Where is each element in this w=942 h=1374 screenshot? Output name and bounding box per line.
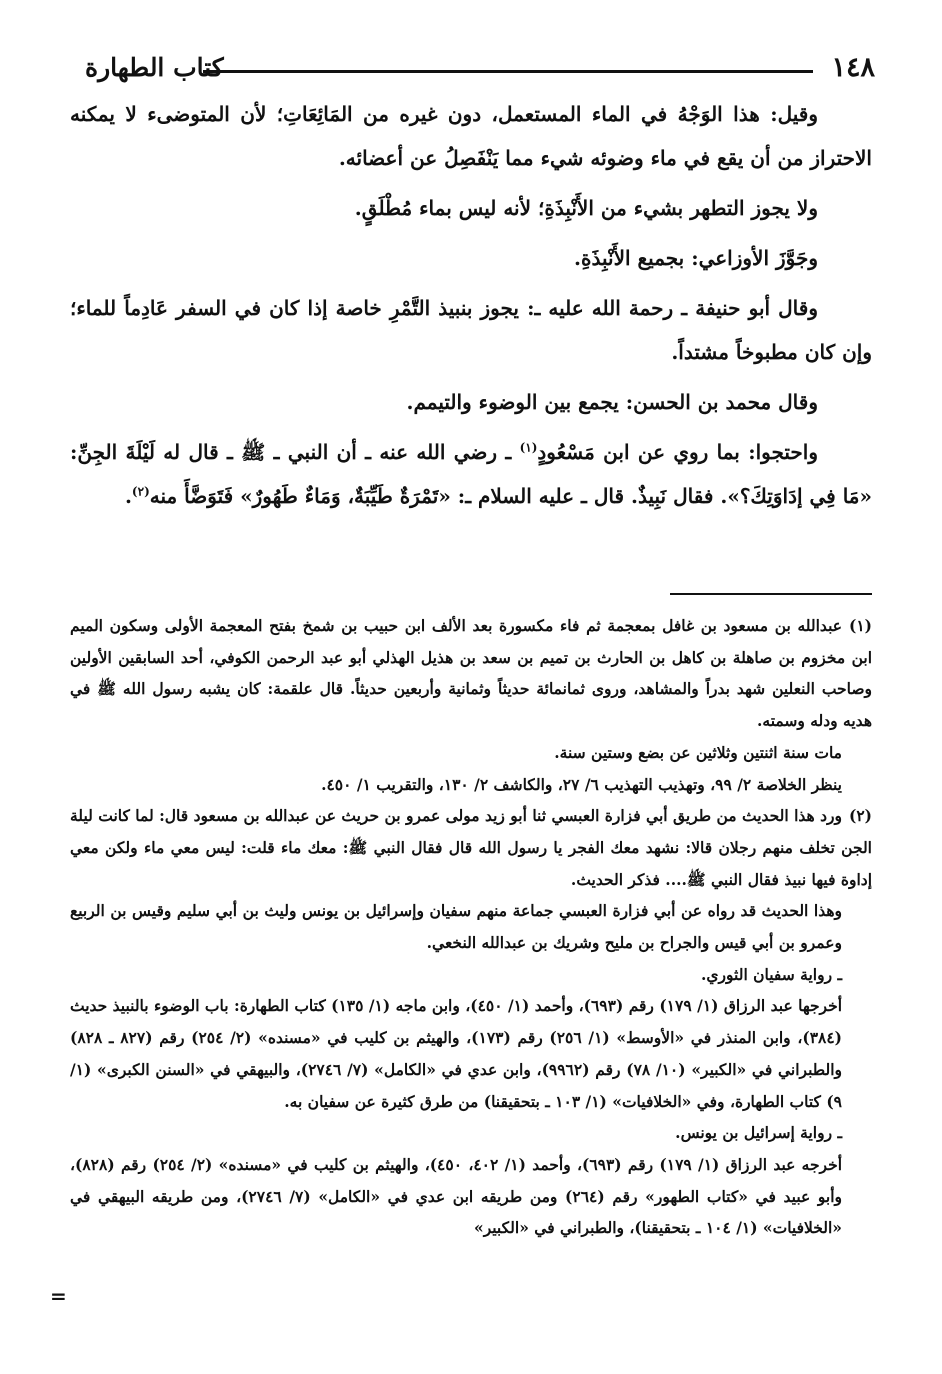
paragraph-awzai: وجَوَّزَ الأوزاعي: بجميع الأَنْبِذَةِ. [574,246,818,270]
paragraph-abu-hanifa: وقال أبو حنيفة ـ رحمة الله عليه ـ: يجوز بنبيذ التَّمْرِ خاصة إذا كان في السفر عَادِماً للماء؛ وإن كان مطبوخاً مشتداً. [70,296,872,364]
paragraph-nabidh-prohibition: ولا يجوز التطهر بشيء من الأَنْبِذَةِ؛ لأنه ليس بماء مُطْلَقٍ. [354,196,818,220]
footnote-separator [670,593,872,595]
footnote-1-text: عبدالله بن مسعود بن غافل بمعجمة ثم فاء مكسورة بعد الألف ابن حبيب بن شمخ بفتح المعجمة الأولى وسكون الميم ابن مخزوم بن صاهلة بن كاهل بن الحارث بن تميم بن سعد بن هذيل الهذلي أبو عبد الرحمن الكوفي، أحد السابقين الأولين وصاحب النعلين شهد بدراً والمشاهد، وروى ثمانمائة حديثاً وثمانية وأربعين حديثاً. قال علقمة: كان يشبه رسول الله ﷺ في هديه ودله وسمته. [70,616,872,731]
footnote-1 [70,610,872,737]
main-text [70,92,872,518]
header-rule [203,70,813,73]
footnote-2-thawri-heading: ـ رواية سفيان الثوري. [701,964,842,984]
evidence-text-end: . [124,484,132,508]
footnote-2-israil-heading: ـ رواية إسرائيل بن يونس. [675,1123,842,1143]
footnote-1-death: مات سنة اثنتين وثلاثين عن بضع وستين سنة. [554,742,842,762]
footnote-2-israil-sources: أخرجه عبد الرزاق (١/ ١٧٩) رقم (٦٩٣)، وأحمد (١/ ٤٠٢، ٤٥٠)، والهيثم بن كليب في «مسنده» (٢/ ٢٥٤) رقم (٨٢٨)، وأبو عبيد في «كتاب الطهور» رقم (٢٦٤) ومن طريقه ابن عدي في «الكامل» (٧/ ٢٧٤٦)، ومن طريقه البيهقي في «الخلافيات» (١/ ١٠٤ ـ بتحقيقنا)، والطبراني في «الكبير» [70,1154,842,1238]
running-title: كتاب الطهارة [85,53,224,82]
paragraph-used-water: وقيل: هذا الوَجْهُ في الماء المستعمل، دون غيره من المَائِعَاتِ؛ لأن المتوضىء لا يمكنه الاحتراز من أن يقع في ماء وضوئه شيء مما يَنْفَصِلُ عن أعضائه. [70,102,872,170]
page-header [85,50,875,90]
paragraph-muhammad-hasan: وقال محمد بن الحسن: يجمع بين الوضوء والتيمم. [406,390,818,414]
footnote-1-references: ينظر الخلاصة ٢/ ٩٩، وتهذيب التهذيب ٦/ ٢٧، والكاشف ٢/ ١٣٠، والتقريب ١/ ٤٥٠. [321,774,842,794]
footnote-2-text: ورد هذا الحديث من طريق أبي فزارة العبسي ثنا أبو زيد مولى عمرو بن حريث عن عبدالله بن مسعود قال: لما كانت ليلة الجن تخلف منهم رجلان قالا: نشهد معك الفجر يا رسول الله قال فقال النبي ﷺ: معك ماء قلت: ليس معي ماء ولكن معي إداوة فيها نبيذ فقال النبي ﷺ.... فذكر الحديث. [70,806,872,889]
footnote-1-number: (١) [848,616,872,635]
footnote-2-narrators: وهذا الحديث قد رواه عن أبي فزارة العبسي جماعة منهم سفيان وإسرائيل بن يونس وليث بن أبي سليم وقيس بن الربيع وعمرو بن أبي قيس والجراح بن مليح وشريك بن عبدالله النخعي. [70,901,842,953]
footnote-2 [70,800,872,895]
footnotes [70,610,872,1244]
footnote-ref-2[interactable]: (٢) [131,484,150,499]
footnote-2-number: (٢) [848,806,872,826]
continuation-mark: = [50,1284,67,1308]
footnote-ref-1[interactable]: (١) [519,440,538,455]
footnote-2-thawri-sources: أخرجها عبد الرزاق (١/ ١٧٩) رقم (٦٩٣)، وأحمد (١/ ٤٥٠)، وابن ماجه (١/ ١٣٥) كتاب الطهارة: باب الوضوء بالنبيذ حديث (٣٨٤)، وابن المنذر في «الأوسط» (١/ ٢٥٦) رقم (١٧٣)، والهيثم بن كليب في «مسنده» (٢/ ٢٥٤) رقم (٨٢٧ ـ ٨٢٨) والطبراني في «الكبير» (١٠/ ٧٨) رقم (٩٩٦٢)، وابن عدي في «الكامل» (٧/ ٢٧٤٦)، والبيهقي في «السنن الكبرى» (١/ ٩) كتاب الطهارة، وفي «الخلافيات» (١/ ١٠٣ ـ بتحقيقنا) من طرق كثيرة عن سفيان به. [70,996,843,1111]
paragraph-evidence [70,430,872,518]
page-number: ١٤٨ [831,52,875,83]
evidence-text-start: واحتجوا: بما روي عن ابن مَسْعُودٍ [537,440,818,464]
evidence-text-middle: ـ رضي الله عنه ـ أن النبي ـ ﷺ ـ قال له لَيْلَةَ الجِنِّ: «مَا فِي إدَاوَتِكَ؟». فقال نَبِيذٌ. قال ـ عليه السلام ـ: «تَمْرَةٌ طَيِّبَةٌ، وَمَاءٌ طَهُورٌ» فَتَوَضَّأَ منه [70,440,872,508]
